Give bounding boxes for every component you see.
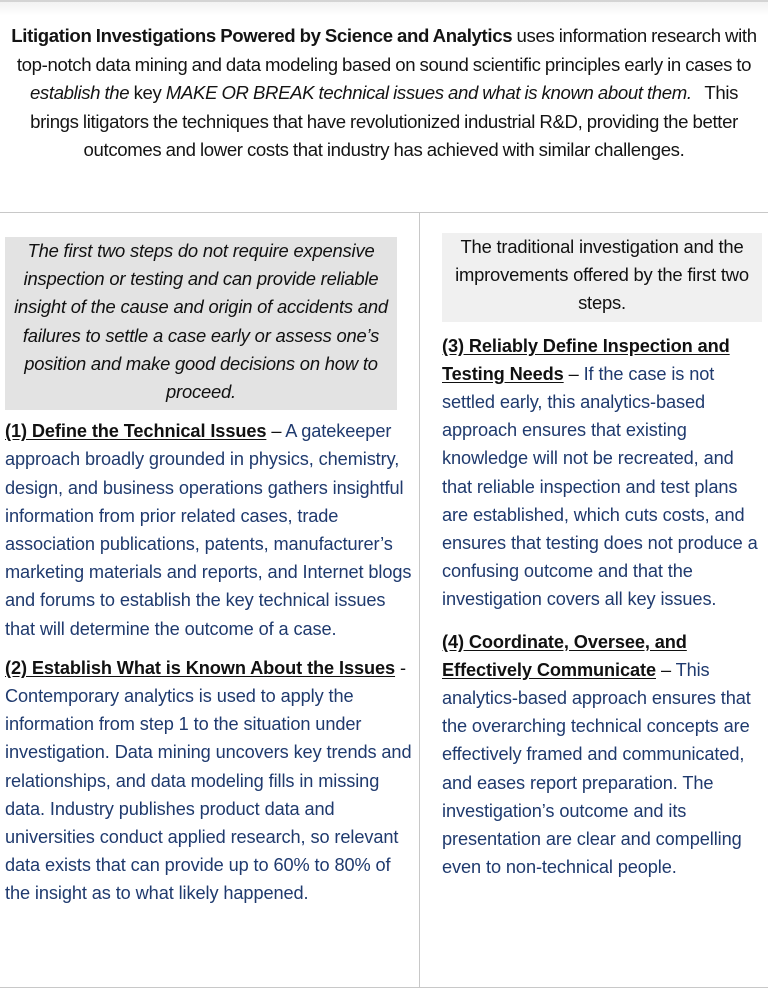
right-callout: The traditional investigation and the improvements offered by the first two steps. bbox=[442, 233, 762, 322]
step-2-separator: - bbox=[395, 657, 406, 678]
step-4-separator: – bbox=[656, 659, 676, 680]
intro-text-3: This brings litigators the techniques that have revolutionized industrial R&D, providing the better outcomes and lower costs that industry has achieved with similar challenges. bbox=[30, 82, 743, 161]
left-callout: The first two steps do not require expensive inspection or testing and can provide reliable insight of the cause and origin of accidents and failures to settle a case early or assess one’s position and make good decisions on how to proceed. bbox=[5, 237, 397, 410]
step-2-body: Contemporary analytics is used to apply the information from step 1 to the situation under investigation. Data mining uncovers key trends and relationships, and data modeling fills in missing data. Industry publishes product data and universities conduct applied research, so relevant data exists that can provide up to 60% to 80% of the insight as to what likely happened. bbox=[5, 686, 412, 904]
step-2-title: (2) Establish What is Known About the Issues bbox=[5, 657, 396, 678]
step-1-body: A gatekeeper approach broadly grounded in physics, chemistry, design, and business operations gathers insightful information from prior related cases, trade association publications, patents, manufacturer’s marketing materials and reports, and Internet blogs and forums to establish the key technical issues that will determine the outcome of a case. bbox=[5, 421, 412, 639]
step-1 bbox=[5, 417, 415, 643]
intro-text-1: uses information research with top-notch data mining and data modeling based on sound scientific principles early in cases to bbox=[16, 25, 757, 75]
step-3-separator: – bbox=[563, 363, 584, 384]
two-column-table bbox=[0, 212, 768, 988]
step-3-body: If the case is not settled early, this analytics-based approach ensures that existing knowledge will not be recreated, and that reliable inspection and test plans are established, which cuts costs, and ensures that testing does not produce a confusing outcome and that the investigation covers all key issues. bbox=[442, 363, 758, 610]
right-column bbox=[442, 233, 764, 881]
intro-emphasis-1: establish the bbox=[29, 82, 130, 104]
step-4-body: This analytics-based approach ensures that the overarching technical concepts are effectively framed and communicated, and eases report preparation. The investigation’s outcome and its presentation are clear and compelling even to non-technical people. bbox=[442, 659, 751, 878]
intro-text-2: key bbox=[129, 82, 166, 104]
step-1-title: (1) Define the Technical Issues bbox=[5, 421, 267, 442]
top-shadow bbox=[0, 2, 768, 16]
intro-emphasis-2: MAKE OR BREAK technical issues and what is known about them. bbox=[165, 82, 692, 104]
intro-paragraph bbox=[8, 22, 760, 165]
step-1-separator: – bbox=[266, 421, 286, 442]
step-2 bbox=[5, 654, 415, 908]
intro-title: Litigation Investigations Powered by Science and Analytics bbox=[11, 25, 513, 46]
step-4 bbox=[442, 628, 764, 882]
step-3-title: (3) Reliably Define Inspection and Testing Needs bbox=[442, 335, 730, 384]
column-divider bbox=[419, 213, 420, 987]
left-column bbox=[5, 237, 415, 908]
step-4-title: (4) Coordinate, Oversee, and Effectively Communicate bbox=[442, 631, 687, 680]
step-3 bbox=[442, 332, 764, 614]
